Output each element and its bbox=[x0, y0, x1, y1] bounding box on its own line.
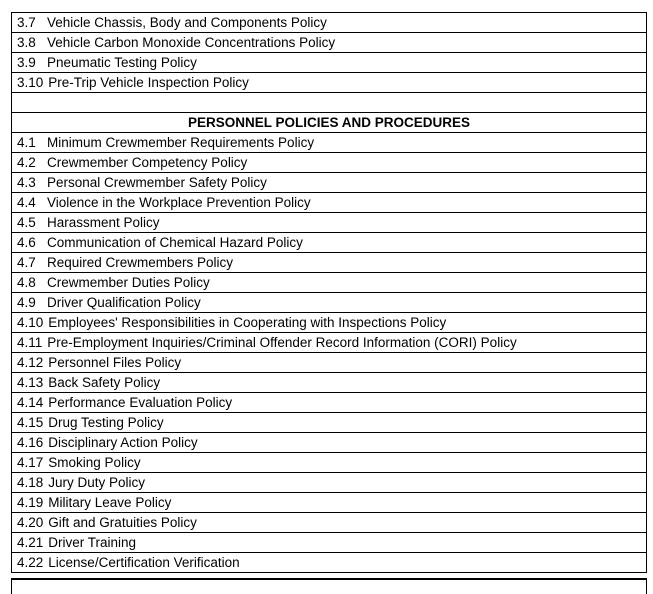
policy-number: 4.5 bbox=[17, 215, 36, 230]
policy-number: 4.3 bbox=[17, 175, 36, 190]
table-row bbox=[12, 193, 647, 213]
policy-title: Drug Testing Policy bbox=[48, 415, 164, 430]
table-row bbox=[12, 313, 647, 333]
table-row bbox=[12, 33, 647, 53]
policy-title: Driver Qualification Policy bbox=[47, 295, 201, 310]
table-row bbox=[12, 273, 647, 293]
policy-title: Communication of Chemical Hazard Policy bbox=[47, 235, 303, 250]
table-row bbox=[12, 473, 647, 493]
policy-title: Required Crewmembers Policy bbox=[47, 255, 234, 270]
table-row bbox=[12, 493, 647, 513]
table-row bbox=[12, 533, 647, 553]
policy-title: Vehicle Chassis, Body and Components Policy bbox=[47, 15, 327, 30]
policy-number: 4.11 bbox=[17, 335, 43, 350]
policy-number: 3.7 bbox=[17, 15, 36, 30]
policy-title: Driver Training bbox=[48, 535, 137, 550]
policy-number: 4.21 bbox=[17, 535, 44, 550]
next-table-edge bbox=[11, 578, 647, 594]
section-spacer bbox=[12, 93, 647, 113]
policy-title: Pre-Employment Inquiries/Criminal Offender Record Information (CORI) Policy bbox=[47, 335, 517, 350]
blank-row bbox=[12, 93, 647, 113]
policy-title: Gift and Gratuities Policy bbox=[48, 515, 197, 530]
table-row bbox=[12, 513, 647, 533]
policy-number: 4.4 bbox=[17, 195, 36, 210]
table-row bbox=[12, 333, 647, 353]
policy-number: 4.15 bbox=[17, 415, 44, 430]
table-row bbox=[12, 353, 647, 373]
policy-number: 4.10 bbox=[17, 315, 44, 330]
policy-title: Vehicle Carbon Monoxide Concentrations Policy bbox=[47, 35, 336, 50]
table-row bbox=[12, 133, 647, 153]
section-heading-row bbox=[12, 113, 647, 133]
policy-number: 4.17 bbox=[17, 455, 44, 470]
table-row bbox=[12, 213, 647, 233]
policy-number: 4.6 bbox=[17, 235, 36, 250]
table-row bbox=[12, 253, 647, 273]
table-row bbox=[12, 153, 647, 173]
policy-number: 4.7 bbox=[17, 255, 36, 270]
table-row bbox=[12, 393, 647, 413]
policy-title: Jury Duty Policy bbox=[48, 475, 146, 490]
table-row bbox=[12, 73, 647, 93]
policy-title: Smoking Policy bbox=[48, 455, 141, 470]
policy-number: 4.14 bbox=[17, 395, 44, 410]
policy-number: 4.8 bbox=[17, 275, 36, 290]
policy-number: 4.12 bbox=[17, 355, 44, 370]
policy-title: Violence in the Workplace Prevention Policy bbox=[47, 195, 311, 210]
policy-number: 4.22 bbox=[17, 555, 44, 570]
policy-title: Minimum Crewmember Requirements Policy bbox=[47, 135, 315, 150]
policy-title: Military Leave Policy bbox=[48, 495, 172, 510]
section-4-header bbox=[12, 113, 647, 133]
policy-number: 4.20 bbox=[17, 515, 44, 530]
table-row bbox=[12, 13, 647, 33]
table-row bbox=[12, 453, 647, 473]
table-row bbox=[12, 233, 647, 253]
policy-number: 4.19 bbox=[17, 495, 44, 510]
policy-title: Disciplinary Action Policy bbox=[48, 435, 198, 450]
policy-title: Crewmember Duties Policy bbox=[47, 275, 210, 290]
policy-number: 4.2 bbox=[17, 155, 36, 170]
policy-number: 3.8 bbox=[17, 35, 36, 50]
policy-number: 3.9 bbox=[17, 55, 36, 70]
policy-title: Employees' Responsibilities in Cooperating with Inspections Policy bbox=[48, 315, 447, 330]
policy-number: 3.10 bbox=[17, 75, 44, 90]
section-heading: PERSONNEL POLICIES AND PROCEDURES bbox=[12, 113, 647, 133]
policy-title: Pre-Trip Vehicle Inspection Policy bbox=[48, 75, 249, 90]
policy-title: Personnel Files Policy bbox=[48, 355, 182, 370]
table-row bbox=[12, 293, 647, 313]
table-row bbox=[12, 173, 647, 193]
table-row bbox=[12, 553, 647, 573]
policy-number: 4.16 bbox=[17, 435, 44, 450]
policy-title: Performance Evaluation Policy bbox=[48, 395, 233, 410]
policy-title: License/Certification Verification bbox=[48, 555, 240, 570]
policy-title: Harassment Policy bbox=[47, 215, 160, 230]
table-row bbox=[12, 413, 647, 433]
section-4-rows bbox=[12, 133, 647, 573]
policy-index-table bbox=[11, 12, 647, 573]
table-row bbox=[12, 373, 647, 393]
table-row bbox=[12, 53, 647, 73]
policy-title: Back Safety Policy bbox=[48, 375, 161, 390]
policy-number: 4.9 bbox=[17, 295, 36, 310]
policy-number: 4.18 bbox=[17, 475, 44, 490]
policy-title: Crewmember Competency Policy bbox=[47, 155, 248, 170]
table-row bbox=[12, 433, 647, 453]
policy-number: 4.1 bbox=[17, 135, 36, 150]
section-3-rows bbox=[12, 13, 647, 93]
policy-title: Personal Crewmember Safety Policy bbox=[47, 175, 267, 190]
policy-title: Pneumatic Testing Policy bbox=[47, 55, 197, 70]
policy-number: 4.13 bbox=[17, 375, 44, 390]
